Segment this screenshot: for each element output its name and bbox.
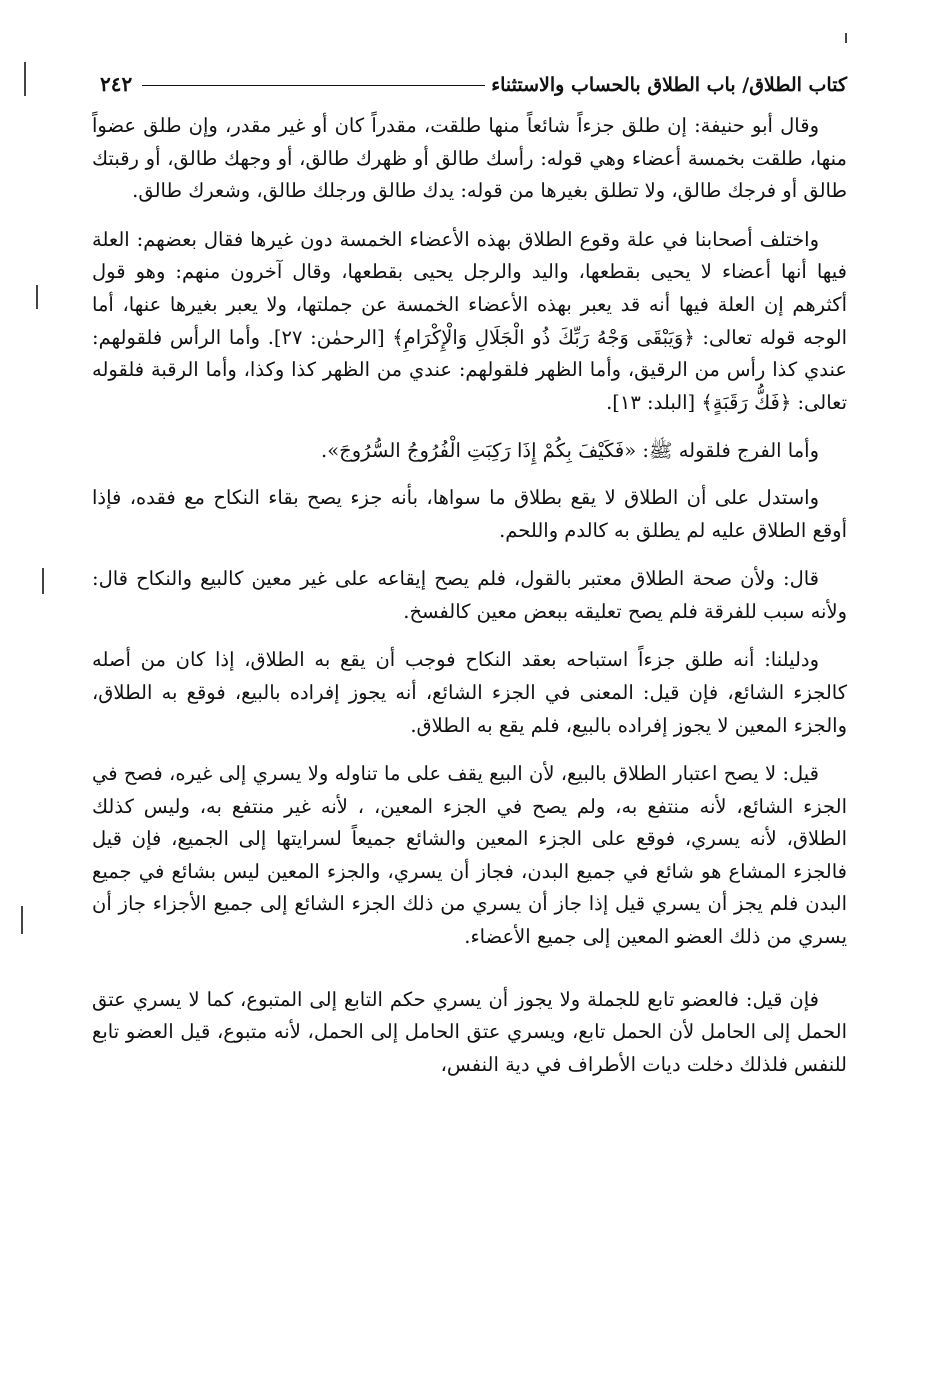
paragraph: فإن قيل: فالعضو تابع للجملة ولا يجوز أن يسري حكم التابع إلى المتبوع، كما لا يسري عتق الحمل إلى الحامل لأن الحمل تابع، ويسري عتق الحامل إلى الحمل، لأنه متبوع، قيل العضو تابع للنفس فلذلك دخلت ديات الأطراف في دية النفس،	[92, 987, 847, 1076]
margin-mark-left-3	[42, 568, 44, 594]
running-title: كتاب الطلاق/ باب الطلاق بالحساب والاستثناء	[491, 74, 847, 96]
page-number: ٢٤٢	[100, 72, 133, 96]
paragraph: واستدل على أن الطلاق لا يقع بطلاق ما سواها، بأنه جزء يصح بقاء النكاح مع فقده، فإذا أوقع الطلاق عليه لم يطلق به كالدم واللحم.	[92, 485, 847, 542]
paragraph: قال: ولأن صحة الطلاق معتبر بالقول، فلم يصح إيقاعه على غير معين كالبيع والنكاح قال: ولأنه سبب للفرقة فلم يصح تعليقه ببعض معين كالفسخ.	[92, 567, 847, 623]
paragraph: وأما الفرج فلقوله ﷺ: «فَكَيْفَ بِكُمْ إِذَا رَكِبَتِ الْفُرُوجُ السُّرُوجَ».	[321, 439, 819, 463]
paragraph: قيل: لا يصح اعتبار الطلاق بالبيع، لأن البيع يقف على ما تناوله ولا يسري إلى غيره، فصح في الجزء الشائع، لأنه منتفع به، ولم يصح في الجزء المعين، ، لأنه غير منتفع به، وليس كذلك الطلاق، لأنه يسري، فوقع على الجزء المعين والشائع جميعاً لسرايتها إلى الجميع، فإن قيل فالجزء المشاع هو شائع في جميع البدن، فجاز أن يسري، والجزء المعين ليس بشائع في جميع البدن فلم يجز أن يسري قيل إذا جاز أن يسري من ذلك الجزء الشائع إلى جميع الأجزاء جاز أن يسري من ذلك العضو المعين إلى جميع الأعضاء.	[92, 762, 847, 949]
paragraph: واختلف أصحابنا في علة وقوع الطلاق بهذه الأعضاء الخمسة دون غيرها فقال بعضهم: العلة فيها أنها أعضاء لا يحيى بقطعها، واليد والرجل يحيى بقطعها، وقال آخرون منهم: وهو قول أكثرهم إن العلة فيها أنه قد يعبر بهذه الأعضاء الخمسة عن جملتها، ولا يعبر بغيرها عنها، أما الوجه قوله تعالى: ﴿وَيَبْقَى وَجْهُ رَبِّكَ ذُو الْجَلَالِ وَالْإِكْرَامِ﴾ [الرحمٰن: ٢٧]. وأما الرأس فلقولهم: عندي كذا رأس من الرقيق، وأما الظهر فلقولهم: عندي من الظهر كذا وكذا، وأما الرقبة فلقوله تعالى: ﴿فَكُّ رَقَبَةٍ﴾ [البلد: ١٣].	[92, 227, 848, 414]
paragraph: ودليلنا: أنه طلق جزءاً استباحه بعقد النكاح فوجب أن يقع به الطلاق، إذا كان من أصله كالجزء الشائع، فإن قيل: المعنى في الجزء الشائع، أنه يجوز إفراده بالبيع، فوقع به الطلاق، والجزء المعين لا يجوز إفراده بالبيع، فلم يقع به الطلاق.	[92, 648, 847, 737]
page-header	[92, 56, 847, 96]
margin-mark-top	[845, 33, 847, 43]
margin-mark-left-2	[36, 285, 38, 309]
margin-mark-left-4	[21, 906, 23, 934]
margin-mark-left-1	[24, 62, 26, 96]
paragraph: وقال أبو حنيفة: إن طلق جزءاً شائعاً منها طلقت، مقدراً كان أو غير مقدر، وإن طلق عضواً منها، طلقت بخمسة أعضاء وهي قوله: رأسك طالق أو ظهرك طالق، أو وجهك طالق، أو رقبتك طالق أو فرجك طالق، ولا تطلق بغيرها من قوله: يدك طالق ورجلك طالق، وشعرك طالق.	[92, 114, 847, 203]
page-body	[92, 110, 847, 1081]
header-rule	[142, 85, 485, 86]
book-page	[92, 56, 847, 1097]
